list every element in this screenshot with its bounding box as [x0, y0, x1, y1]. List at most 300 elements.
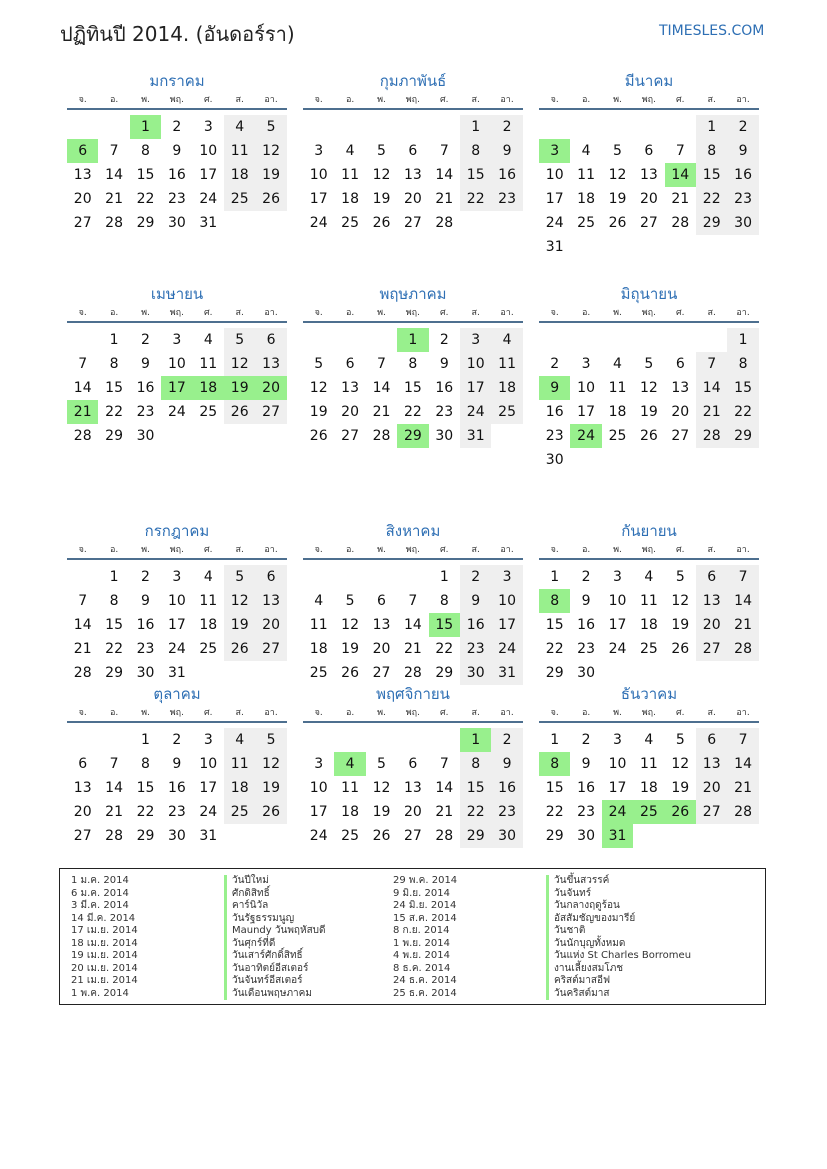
- weekday-label: อ.: [345, 95, 355, 105]
- weekday-header: [303, 305, 523, 323]
- legend-item: [393, 913, 691, 926]
- legend-holiday-name: วันจันทร์อีสเตอร์: [224, 975, 303, 988]
- day-cell: 16: [491, 163, 522, 187]
- day-cell: 7: [78, 593, 88, 609]
- day-cell: 8: [408, 356, 418, 372]
- day-cell: 29: [460, 824, 491, 848]
- day-cell: 20: [696, 613, 727, 637]
- weekday-label: ส.: [707, 545, 716, 555]
- weekday-label: ส.: [471, 545, 480, 555]
- weekday-label: อา.: [736, 95, 750, 105]
- day-cell: 27: [696, 637, 727, 661]
- holiday-cell: 17: [161, 376, 192, 400]
- day-cell: 12: [671, 756, 690, 772]
- day-cell: 26: [639, 428, 658, 444]
- day-cell: 3: [460, 328, 491, 352]
- day-cell: 31: [460, 424, 491, 448]
- day-cell: 19: [224, 613, 255, 637]
- day-cell: 17: [309, 191, 328, 207]
- weekday-label: อ.: [581, 308, 591, 318]
- legend-holiday-name: วันอาทิตย์อีสเตอร์: [224, 963, 308, 976]
- weekday-label: พฤ.: [405, 708, 420, 718]
- legend-item: [71, 938, 326, 951]
- day-cell: 25: [341, 828, 359, 844]
- day-cell: 20: [403, 804, 422, 820]
- day-cell: 3: [613, 569, 622, 585]
- day-cell: 30: [167, 828, 186, 844]
- day-cell: 13: [341, 380, 359, 396]
- day-cell: 12: [341, 617, 359, 633]
- weekday-label: อ.: [581, 545, 591, 555]
- day-cell: 13: [73, 780, 92, 796]
- legend-holiday-name: วันชาติ: [546, 925, 585, 938]
- day-cell: 16: [577, 780, 595, 796]
- legend-date: 1 พ.ค. 2014: [71, 987, 129, 999]
- day-cell: 7: [377, 356, 386, 372]
- weekday-header: [539, 92, 759, 110]
- day-cell: 26: [341, 665, 359, 681]
- day-cell: 23: [460, 637, 491, 661]
- weekday-header: [303, 92, 523, 110]
- holiday-cell: 31: [602, 824, 633, 848]
- day-cell: 17: [309, 804, 328, 820]
- legend-item: [393, 950, 691, 963]
- day-cell: 14: [727, 752, 758, 776]
- day-cell: 25: [608, 428, 627, 444]
- day-cell: 13: [403, 780, 422, 796]
- month-8: [303, 520, 523, 704]
- day-cell: 23: [167, 804, 186, 820]
- legend-holiday-name: Maundy วันพฤหัสบดี: [224, 925, 326, 938]
- day-cell: 29: [105, 665, 123, 681]
- day-cell: 20: [696, 776, 727, 800]
- weekday-label: พ.: [613, 545, 622, 555]
- day-cell: 6: [255, 565, 286, 589]
- day-cell: 18: [639, 780, 658, 796]
- day-cell: 4: [644, 732, 654, 748]
- day-cell: 7: [727, 565, 758, 589]
- day-cell: 3: [314, 143, 324, 159]
- day-cell: 11: [639, 593, 658, 609]
- day-cell: 29: [545, 665, 564, 681]
- holiday-cell: 1: [130, 115, 161, 139]
- day-cell: 9: [172, 143, 182, 159]
- legend-item: [393, 888, 691, 901]
- month-1: [67, 70, 287, 254]
- day-cell: 1: [141, 732, 150, 748]
- day-cell: 12: [255, 139, 286, 163]
- day-cell: 17: [608, 780, 627, 796]
- weekday-label: พ.: [613, 308, 622, 318]
- day-cell: 27: [372, 665, 391, 681]
- weekday-label: จ.: [314, 308, 323, 318]
- day-cell: 31: [199, 215, 218, 231]
- day-cell: 20: [73, 804, 92, 820]
- day-cell: 21: [727, 776, 758, 800]
- day-cell: 13: [73, 167, 92, 183]
- weekday-label: พ.: [377, 708, 386, 718]
- weekday-label: พฤ.: [641, 308, 656, 318]
- day-cell: 17: [608, 617, 627, 633]
- day-cell: 24: [491, 637, 522, 661]
- day-cell: 30: [167, 215, 186, 231]
- day-cell: 7: [78, 356, 88, 372]
- legend-holiday-name: วันเดือนพฤษภาคม: [224, 988, 312, 1001]
- day-cell: 13: [255, 352, 286, 376]
- day-cell: 2: [581, 569, 591, 585]
- weekday-label: ศ.: [675, 708, 685, 718]
- day-cell: 11: [341, 780, 359, 796]
- day-cell: 18: [639, 617, 658, 633]
- weekday-label: ศ.: [675, 545, 685, 555]
- legend-holiday-name: งานเลี้ยงสมโภช: [546, 963, 623, 976]
- day-cell: 29: [136, 828, 155, 844]
- holiday-cell: 8: [539, 589, 570, 613]
- weekday-header: [303, 542, 523, 560]
- legend-holiday-name: วันแห่ง St Charles Borromeu: [546, 950, 691, 963]
- holiday-legend: [59, 868, 766, 1005]
- month-name: มกราคม: [149, 72, 205, 90]
- day-cell: 12: [608, 167, 627, 183]
- month-4: [67, 283, 287, 467]
- weekday-label: จ.: [550, 545, 559, 555]
- weekday-label: ส.: [235, 708, 244, 718]
- day-cell: 21: [671, 191, 690, 207]
- day-cell: 15: [136, 167, 155, 183]
- day-cell: 26: [608, 215, 627, 231]
- weekday-label: อ.: [345, 708, 355, 718]
- day-cell: 25: [224, 187, 255, 211]
- day-cell: 25: [309, 665, 328, 681]
- day-cell: 19: [309, 404, 328, 420]
- day-cell: 16: [577, 617, 595, 633]
- day-cell: 4: [613, 356, 622, 372]
- day-cell: 15: [403, 380, 422, 396]
- day-cell: 21: [105, 804, 123, 820]
- day-cell: 8: [141, 143, 150, 159]
- legend-item: [71, 900, 326, 913]
- holiday-cell: 1: [460, 728, 491, 752]
- day-cell: 17: [199, 780, 218, 796]
- weekday-label: จ.: [550, 95, 559, 105]
- legend-item: [71, 975, 326, 988]
- day-cell: 23: [577, 641, 595, 657]
- day-cell: 11: [608, 380, 627, 396]
- month-2: [303, 70, 523, 254]
- day-cell: 7: [109, 756, 119, 772]
- weekday-header: [539, 305, 759, 323]
- day-cell: 19: [639, 404, 658, 420]
- day-cell: 15: [105, 380, 123, 396]
- day-cell: 17: [577, 404, 595, 420]
- holiday-cell: 21: [67, 400, 98, 424]
- day-cell: 31: [167, 665, 186, 681]
- day-cell: 9: [727, 139, 758, 163]
- day-cell: 13: [696, 752, 727, 776]
- weekday-label: ศ.: [203, 308, 213, 318]
- day-cell: 23: [136, 404, 155, 420]
- day-cell: 27: [696, 800, 727, 824]
- day-cell: 23: [167, 191, 186, 207]
- day-cell: 2: [460, 565, 491, 589]
- day-cell: 23: [727, 187, 758, 211]
- weekday-label: พฤ.: [169, 95, 184, 105]
- weekday-label: ส.: [707, 708, 716, 718]
- day-cell: 4: [644, 569, 654, 585]
- day-cell: 2: [172, 119, 182, 135]
- day-cell: 4: [203, 332, 213, 348]
- weekday-label: ส.: [471, 308, 480, 318]
- day-cell: 15: [460, 776, 491, 800]
- day-grid: [67, 110, 287, 254]
- month-3: [539, 70, 759, 254]
- day-cell: 4: [345, 143, 355, 159]
- weekday-label: ส.: [471, 708, 480, 718]
- day-cell: 4: [581, 143, 591, 159]
- day-cell: 30: [136, 428, 155, 444]
- weekday-label: ศ.: [439, 95, 449, 105]
- day-cell: 14: [403, 617, 422, 633]
- weekday-label: อ.: [581, 95, 591, 105]
- day-cell: 31: [199, 828, 218, 844]
- day-cell: 2: [491, 728, 522, 752]
- day-cell: 24: [167, 641, 186, 657]
- day-cell: 10: [491, 589, 522, 613]
- day-cell: 8: [460, 139, 491, 163]
- month-name: ธันวาคม: [620, 685, 678, 703]
- day-cell: 26: [224, 400, 255, 424]
- day-cell: 15: [727, 376, 758, 400]
- day-cell: 22: [105, 404, 123, 420]
- day-cell: 28: [403, 665, 422, 681]
- day-cell: 22: [727, 400, 758, 424]
- day-cell: 10: [608, 593, 627, 609]
- day-cell: 21: [435, 191, 454, 207]
- holiday-cell: 25: [633, 800, 664, 824]
- day-cell: 12: [671, 593, 690, 609]
- day-cell: 28: [696, 424, 727, 448]
- legend-date: 29 พ.ค. 2014: [393, 875, 458, 886]
- day-cell: 30: [727, 211, 758, 235]
- weekday-label: พ.: [141, 308, 150, 318]
- day-cell: 14: [696, 376, 727, 400]
- holiday-cell: 29: [397, 424, 428, 448]
- weekday-label: อ.: [109, 545, 119, 555]
- legend-date: 19 เม.ย. 2014: [71, 950, 138, 961]
- day-cell: 9: [439, 356, 449, 372]
- day-cell: 18: [224, 776, 255, 800]
- weekday-label: ส.: [235, 545, 244, 555]
- holiday-cell: 4: [334, 752, 365, 776]
- month-name: กรกฎาคม: [144, 522, 210, 540]
- day-cell: 26: [255, 187, 286, 211]
- day-grid: [303, 110, 523, 254]
- legend-item: [71, 888, 326, 901]
- day-cell: 4: [203, 569, 213, 585]
- weekday-header: [303, 705, 523, 723]
- day-cell: 19: [608, 191, 627, 207]
- day-cell: 18: [199, 617, 218, 633]
- day-cell: 24: [167, 404, 186, 420]
- day-cell: 26: [671, 641, 690, 657]
- weekday-label: พฤ.: [405, 308, 420, 318]
- weekday-label: ส.: [471, 95, 480, 105]
- weekday-label: ศ.: [439, 545, 449, 555]
- day-cell: 16: [167, 780, 186, 796]
- month-name: กันยายน: [621, 522, 677, 540]
- day-cell: 5: [224, 565, 255, 589]
- day-cell: 3: [172, 332, 182, 348]
- legend-date: 8 ก.ย. 2014: [393, 925, 450, 936]
- legend-date: 14 มี.ค. 2014: [71, 912, 136, 924]
- legend-date: 3 มี.ค. 2014: [71, 900, 129, 911]
- weekday-label: พ.: [377, 308, 386, 318]
- legend-column-right: [393, 875, 691, 1000]
- day-cell: 21: [727, 613, 758, 637]
- day-cell: 3: [314, 756, 324, 772]
- legend-item: [393, 925, 691, 938]
- day-cell: 7: [696, 352, 727, 376]
- day-cell: 27: [73, 215, 92, 231]
- day-cell: 16: [136, 380, 155, 396]
- day-cell: 22: [545, 641, 564, 657]
- day-cell: 10: [309, 167, 328, 183]
- weekday-label: พฤ.: [641, 95, 656, 105]
- day-cell: 22: [460, 187, 491, 211]
- day-cell: 11: [491, 352, 522, 376]
- month-name: พฤษภาคม: [379, 285, 447, 303]
- day-cell: 4: [314, 593, 324, 609]
- legend-date: 24 มิ.ย. 2014: [393, 900, 457, 911]
- legend-date: 8 ธ.ค. 2014: [393, 962, 451, 974]
- day-grid: [539, 323, 759, 467]
- weekday-label: ศ.: [439, 708, 449, 718]
- legend-item: [393, 963, 691, 976]
- weekday-label: จ.: [314, 708, 323, 718]
- legend-holiday-name: ศักดิสิทธิ์: [224, 888, 270, 901]
- legend-date: 15 ส.ค. 2014: [393, 912, 457, 924]
- month-name: กุมภาพันธ์: [379, 72, 447, 90]
- day-cell: 5: [377, 143, 386, 159]
- day-cell: 29: [435, 665, 454, 681]
- weekday-label: พฤ.: [405, 95, 420, 105]
- weekday-label: อ.: [109, 95, 119, 105]
- day-cell: 13: [372, 617, 391, 633]
- day-cell: 10: [167, 593, 186, 609]
- month-name: พฤศจิกายน: [376, 685, 450, 703]
- day-cell: 12: [309, 380, 328, 396]
- month-name: เมษายน: [150, 285, 204, 303]
- day-cell: 16: [435, 380, 454, 396]
- day-cell: 8: [439, 593, 449, 609]
- weekday-label: อา.: [264, 308, 278, 318]
- weekday-label: ส.: [235, 308, 244, 318]
- day-cell: 24: [199, 191, 218, 207]
- day-cell: 7: [408, 593, 418, 609]
- weekday-label: พ.: [141, 95, 150, 105]
- weekday-label: อ.: [581, 708, 591, 718]
- day-cell: 29: [545, 828, 564, 844]
- day-cell: 23: [491, 800, 522, 824]
- day-cell: 26: [224, 637, 255, 661]
- weekday-label: จ.: [78, 308, 87, 318]
- day-cell: 25: [341, 215, 359, 231]
- day-cell: 19: [255, 776, 286, 800]
- day-cell: 13: [255, 589, 286, 613]
- day-cell: 23: [577, 804, 595, 820]
- day-cell: 2: [727, 115, 758, 139]
- day-cell: 27: [671, 428, 690, 444]
- legend-date: 1 ม.ค. 2014: [71, 875, 129, 886]
- weekday-label: อ.: [345, 308, 355, 318]
- day-cell: 4: [224, 115, 255, 139]
- weekday-label: พ.: [141, 545, 150, 555]
- day-grid: [539, 110, 759, 254]
- month-7: [67, 520, 287, 704]
- weekday-label: จ.: [78, 708, 87, 718]
- site-link[interactable]: TIMESLES.COM: [659, 23, 765, 39]
- day-cell: 6: [78, 756, 88, 772]
- day-cell: 16: [460, 613, 491, 637]
- day-cell: 28: [372, 428, 391, 444]
- weekday-label: พฤ.: [169, 308, 184, 318]
- day-cell: 15: [545, 617, 564, 633]
- legend-holiday-name: วันรัฐธรรมนูญ: [224, 913, 294, 926]
- weekday-label: พ.: [141, 708, 150, 718]
- day-cell: 24: [608, 641, 627, 657]
- day-cell: 30: [545, 452, 564, 468]
- day-cell: 1: [696, 115, 727, 139]
- weekday-label: จ.: [78, 95, 87, 105]
- day-cell: 16: [136, 617, 155, 633]
- legend-date: 6 ม.ค. 2014: [71, 887, 129, 899]
- day-cell: 25: [199, 641, 218, 657]
- day-cell: 24: [309, 828, 328, 844]
- day-cell: 9: [460, 589, 491, 613]
- weekday-label: พฤ.: [405, 545, 420, 555]
- day-cell: 4: [224, 728, 255, 752]
- day-cell: 28: [727, 637, 758, 661]
- day-cell: 5: [224, 328, 255, 352]
- holiday-cell: 18: [193, 376, 224, 400]
- holiday-cell: 15: [429, 613, 460, 637]
- weekday-label: ศ.: [439, 308, 449, 318]
- day-cell: 13: [671, 380, 690, 396]
- day-cell: 13: [403, 167, 422, 183]
- day-cell: 22: [435, 641, 454, 657]
- day-cell: 31: [545, 239, 564, 255]
- weekday-label: อ.: [109, 308, 119, 318]
- day-cell: 21: [372, 404, 391, 420]
- day-cell: 24: [199, 804, 218, 820]
- day-cell: 15: [105, 617, 123, 633]
- weekday-label: พ.: [377, 95, 386, 105]
- day-cell: 17: [167, 617, 186, 633]
- day-cell: 13: [696, 589, 727, 613]
- day-cell: 6: [408, 143, 418, 159]
- day-grid: [539, 723, 759, 867]
- day-cell: 28: [105, 215, 123, 231]
- day-cell: 26: [255, 800, 286, 824]
- day-cell: 5: [613, 143, 622, 159]
- legend-holiday-name: วันขึ้นสวรรค์: [546, 875, 609, 888]
- day-cell: 15: [136, 780, 155, 796]
- weekday-label: พฤ.: [641, 545, 656, 555]
- weekday-label: จ.: [314, 545, 323, 555]
- legend-item: [71, 925, 326, 938]
- day-cell: 3: [581, 356, 591, 372]
- day-cell: 18: [577, 191, 595, 207]
